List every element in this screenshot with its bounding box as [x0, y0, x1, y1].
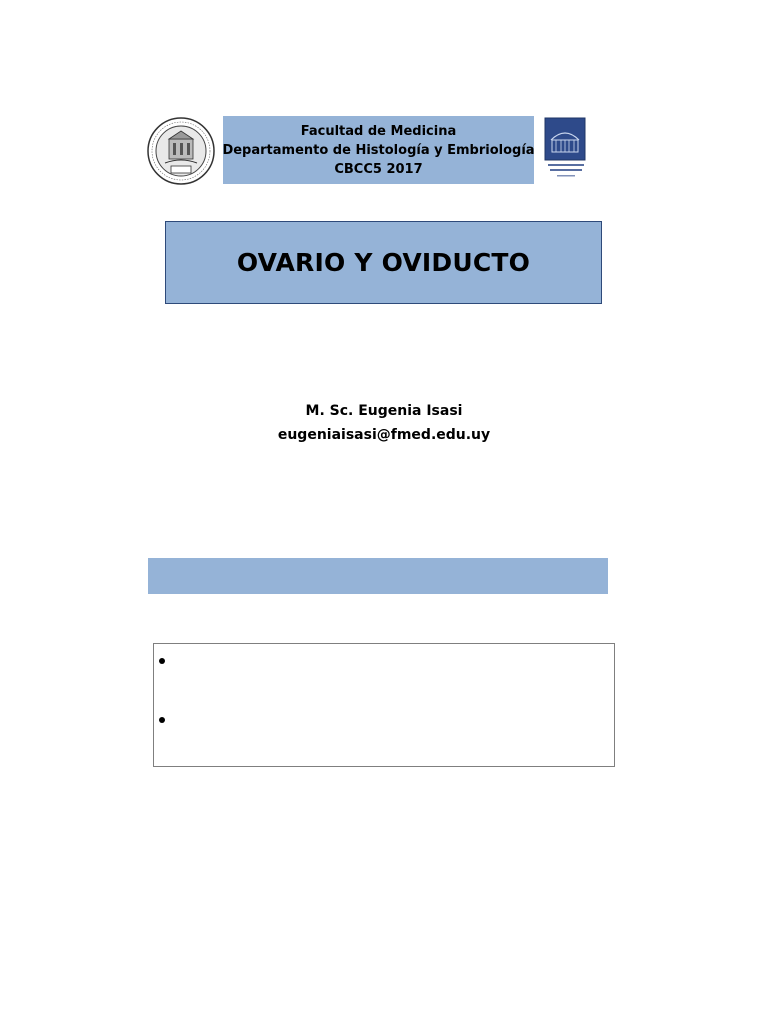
faculty-header [223, 116, 534, 184]
bullet-list-box [153, 643, 615, 767]
author-block [184, 399, 584, 447]
author-email: eugeniaisasi@fmed.edu.uy [277, 427, 491, 443]
author-name: M. Sc. Eugenia Isasi [305, 403, 463, 419]
universidad-de-la-republica-logo-icon [543, 116, 589, 184]
bullet-item [159, 658, 165, 664]
bullet-item [159, 717, 165, 723]
course-code: CBCC5 2017 [334, 161, 423, 177]
faculty-name: Facultad de Medicina [300, 123, 457, 139]
faculty-seal-icon [147, 117, 215, 185]
department-name: Departamento de Histología y Embriología [222, 142, 535, 158]
section-band [148, 558, 608, 594]
title-box [165, 221, 602, 304]
document-title: OVARIO Y OVIDUCTO [236, 248, 531, 277]
